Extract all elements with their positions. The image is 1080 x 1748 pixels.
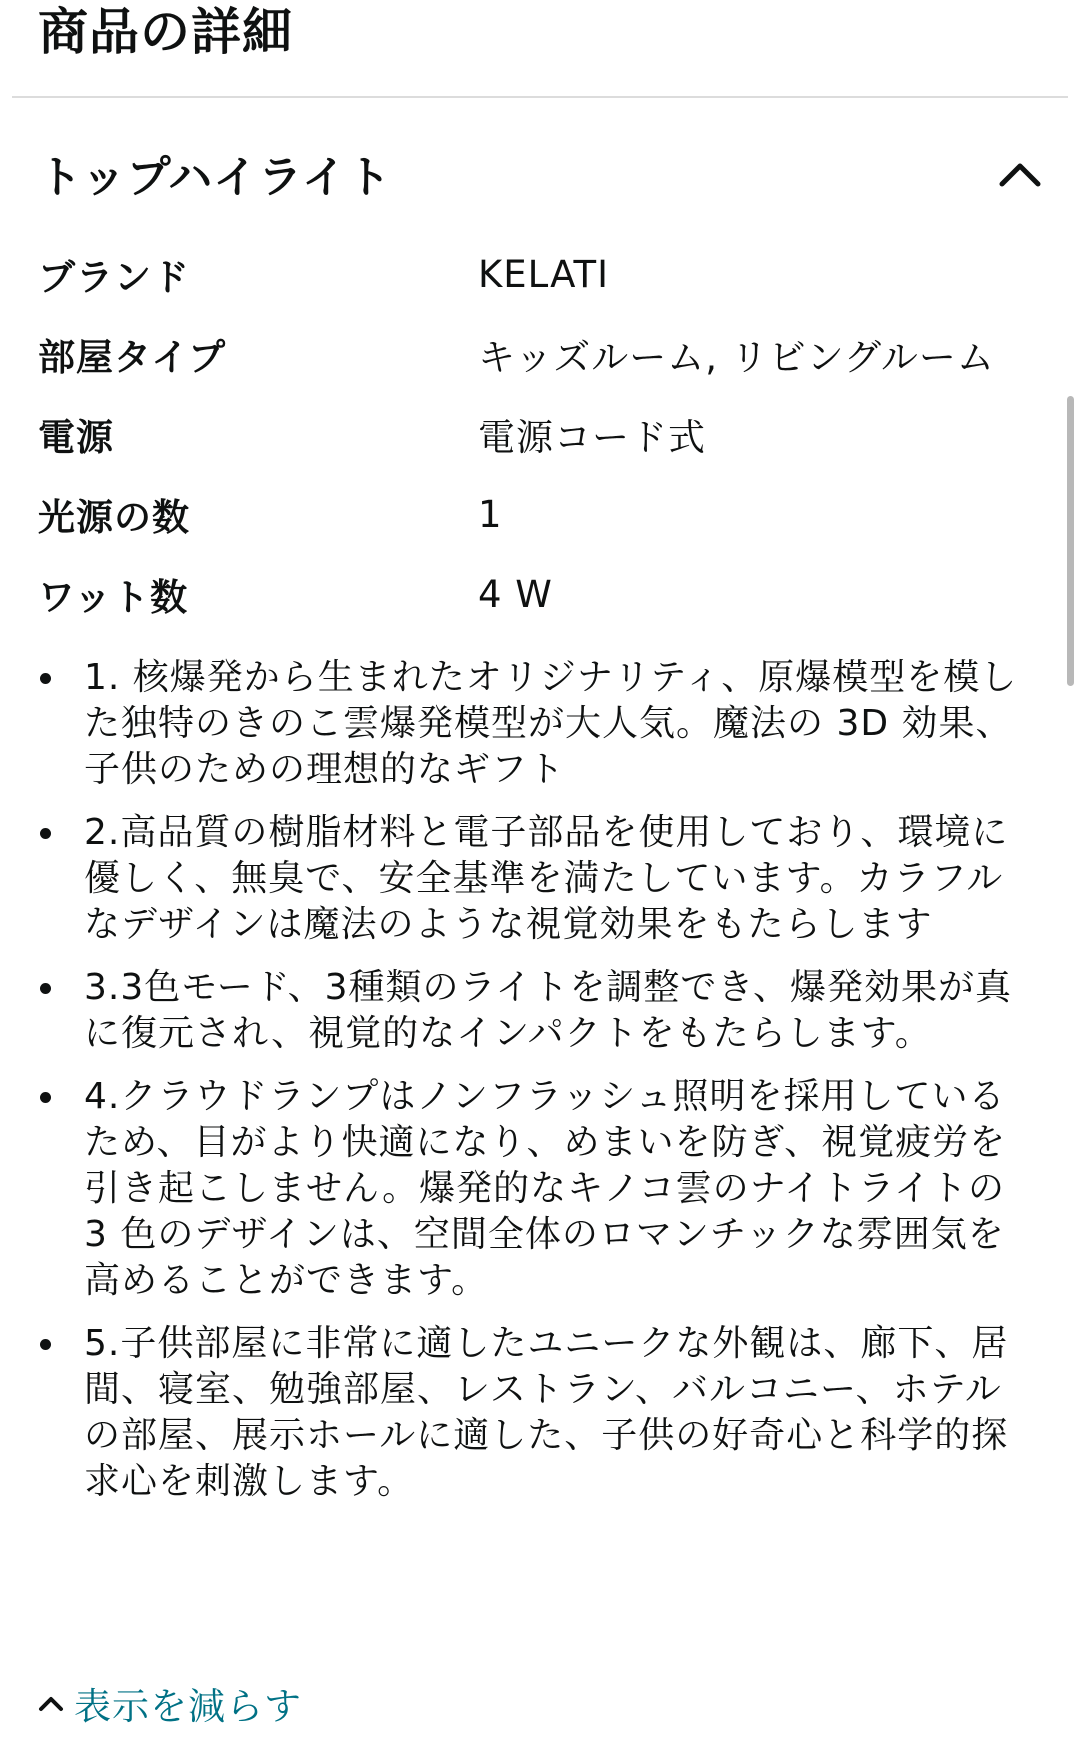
spec-value: 電源コード式 bbox=[478, 416, 706, 459]
chevron-up-icon[interactable] bbox=[998, 158, 1042, 188]
spec-label: ブランド bbox=[38, 256, 190, 299]
spec-row-light-sources bbox=[38, 474, 1038, 554]
bullet-text: 5.子供部屋に非常に適したユニークな外観は、廊下、居間、寝室、勉強部屋、レストラン、バルコニー、ホテルの部屋、展示ホールに適した、子供の好奇心と科学的探求心を刺激します。 bbox=[84, 1323, 1009, 1502]
list-item bbox=[0, 1321, 1060, 1505]
divider bbox=[12, 96, 1068, 98]
bullet-dot-icon bbox=[40, 828, 51, 839]
show-less-label: 表示を減らす bbox=[74, 1685, 302, 1728]
bullet-dot-icon bbox=[40, 1339, 51, 1350]
spec-row-room-type bbox=[38, 314, 1038, 394]
spec-label: 光源の数 bbox=[38, 496, 190, 539]
section-title: トップハイライト bbox=[38, 152, 392, 203]
bullet-dot-icon bbox=[40, 983, 51, 994]
spec-label: 電源 bbox=[38, 416, 114, 459]
bullet-text: 4.クラウドランプはノンフラッシュ照明を採用しているため、目がより快適になり、めまいを防ぎ、視覚疲労を引き起こしません。爆発的なキノコ雲のナイトライトの 3 色のデザインは、空間全体のロマンチックな雰囲気を高めることができます。 bbox=[84, 1076, 1007, 1301]
scrollbar[interactable] bbox=[1067, 396, 1074, 686]
spec-value: キッズルーム, リビングルーム bbox=[478, 336, 995, 379]
spec-value: 4 W bbox=[478, 572, 553, 616]
feature-bullet-list bbox=[0, 655, 1060, 1522]
spec-value: 1 bbox=[478, 492, 503, 536]
page-title: 商品の詳細 bbox=[38, 3, 293, 61]
spec-label: ワット数 bbox=[38, 576, 189, 619]
spec-row-brand bbox=[38, 234, 1038, 314]
list-item bbox=[0, 965, 1060, 1057]
bullet-text: 2.高品質の樹脂材料と電子部品を使用しており、環境に優しく、無臭で、安全基準を満たしています。カラフルなデザインは魔法のような視覚効果をもたらします bbox=[84, 812, 1009, 945]
spec-row-power-source bbox=[38, 394, 1038, 474]
spec-label: 部屋タイプ bbox=[38, 336, 227, 379]
list-item bbox=[0, 810, 1060, 948]
spec-row-wattage bbox=[38, 554, 1038, 634]
spec-value: KELATI bbox=[478, 252, 610, 296]
bullet-dot-icon bbox=[40, 1092, 51, 1103]
show-less-link[interactable] bbox=[38, 1676, 302, 1730]
list-item bbox=[0, 655, 1060, 793]
bullet-text: 1. 核爆発から生まれたオリジナリティ、原爆模型を模した独特のきのこ雲爆発模型が大人気。魔法の 3D 効果、子供のための理想的なギフト bbox=[84, 657, 1018, 790]
chevron-up-icon bbox=[38, 1694, 64, 1712]
spec-table bbox=[38, 234, 1038, 634]
top-highlights-header[interactable] bbox=[38, 138, 1042, 208]
bullet-text: 3.3色モード、3種類のライトを調整でき、爆発効果が真に復元され、視覚的なインパクトをもたらします。 bbox=[84, 967, 1012, 1054]
list-item bbox=[0, 1074, 1060, 1304]
bullet-dot-icon bbox=[40, 673, 51, 684]
